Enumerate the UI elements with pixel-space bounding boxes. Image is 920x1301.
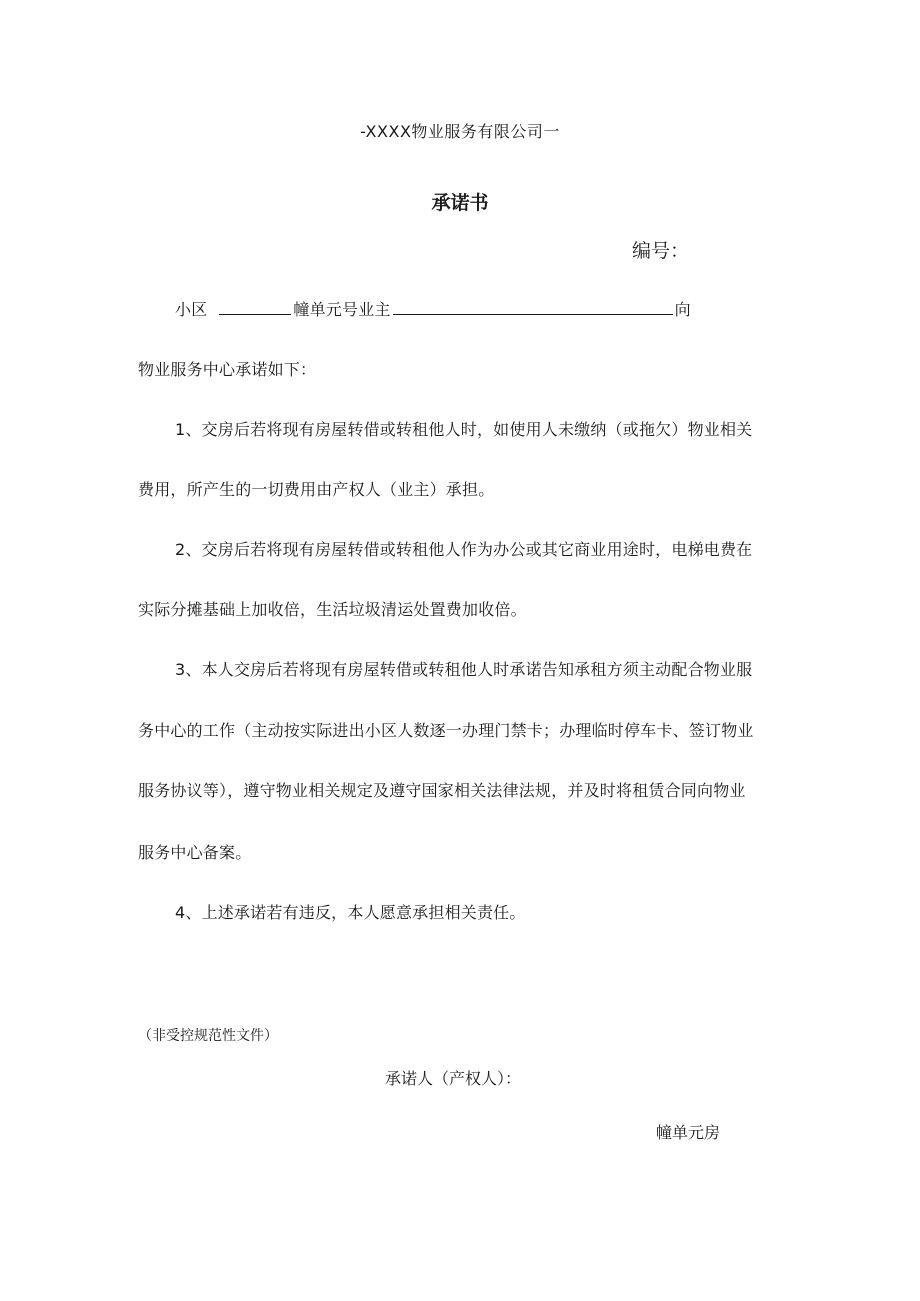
document-number-label: 编号：: [632, 240, 690, 262]
commitment-item-3-cont-3: 服务中心备案。: [138, 843, 252, 862]
commitment-item-1-cont: 费用，所产生的一切费用由产权人（业主）承担。: [138, 480, 495, 499]
community-blank: [219, 300, 291, 315]
commitment-item-1: 1、交房后若将现有房屋转借或转租他人时，如使用人未缴纳（或拖欠）物业相关: [175, 420, 753, 439]
owner-name-blank: [393, 300, 673, 315]
signer-label: 承诺人（产权人）：: [385, 1069, 522, 1088]
commitment-item-3-cont-2: 服务协议等），遵守物业相关规定及遵守国家相关法律法规，并及时将租赁合同向物业: [138, 781, 746, 800]
commitment-item-3: 3、本人交房后若将现有房屋转借或转租他人时承诺告知承租方须主动配合物业服: [175, 660, 753, 679]
room-label: 幢单元房: [656, 1123, 721, 1142]
intro-to-label: 向: [674, 300, 691, 319]
commitment-intro: 物业服务中心承诺如下：: [138, 360, 317, 379]
commitment-item-3-cont-1: 务中心的工作（主动按实际进出小区人数逐一办理门禁卡；办理临时停车卡、签订物业: [138, 721, 754, 740]
commitment-item-4: 4、上述承诺若有违反，本人愿意承担相关责任。: [175, 903, 526, 922]
intro-building-label: 幢单元号业主: [293, 300, 391, 319]
document-title: 承诺书: [431, 192, 489, 214]
uncontrolled-document-note: （非受控规范性文件）: [138, 1028, 278, 1044]
commitment-item-2-cont: 实际分摊基础上加收倍，生活垃圾清运处置费加收倍。: [138, 600, 527, 619]
commitment-item-2: 2、交房后若将现有房屋转借或转租他人作为办公或其它商业用途时，电梯电费在: [175, 540, 753, 559]
intro-line: [175, 300, 691, 318]
intro-community-label: 小区: [175, 300, 208, 319]
company-header: -XXXX物业服务有限公司一: [360, 122, 560, 141]
